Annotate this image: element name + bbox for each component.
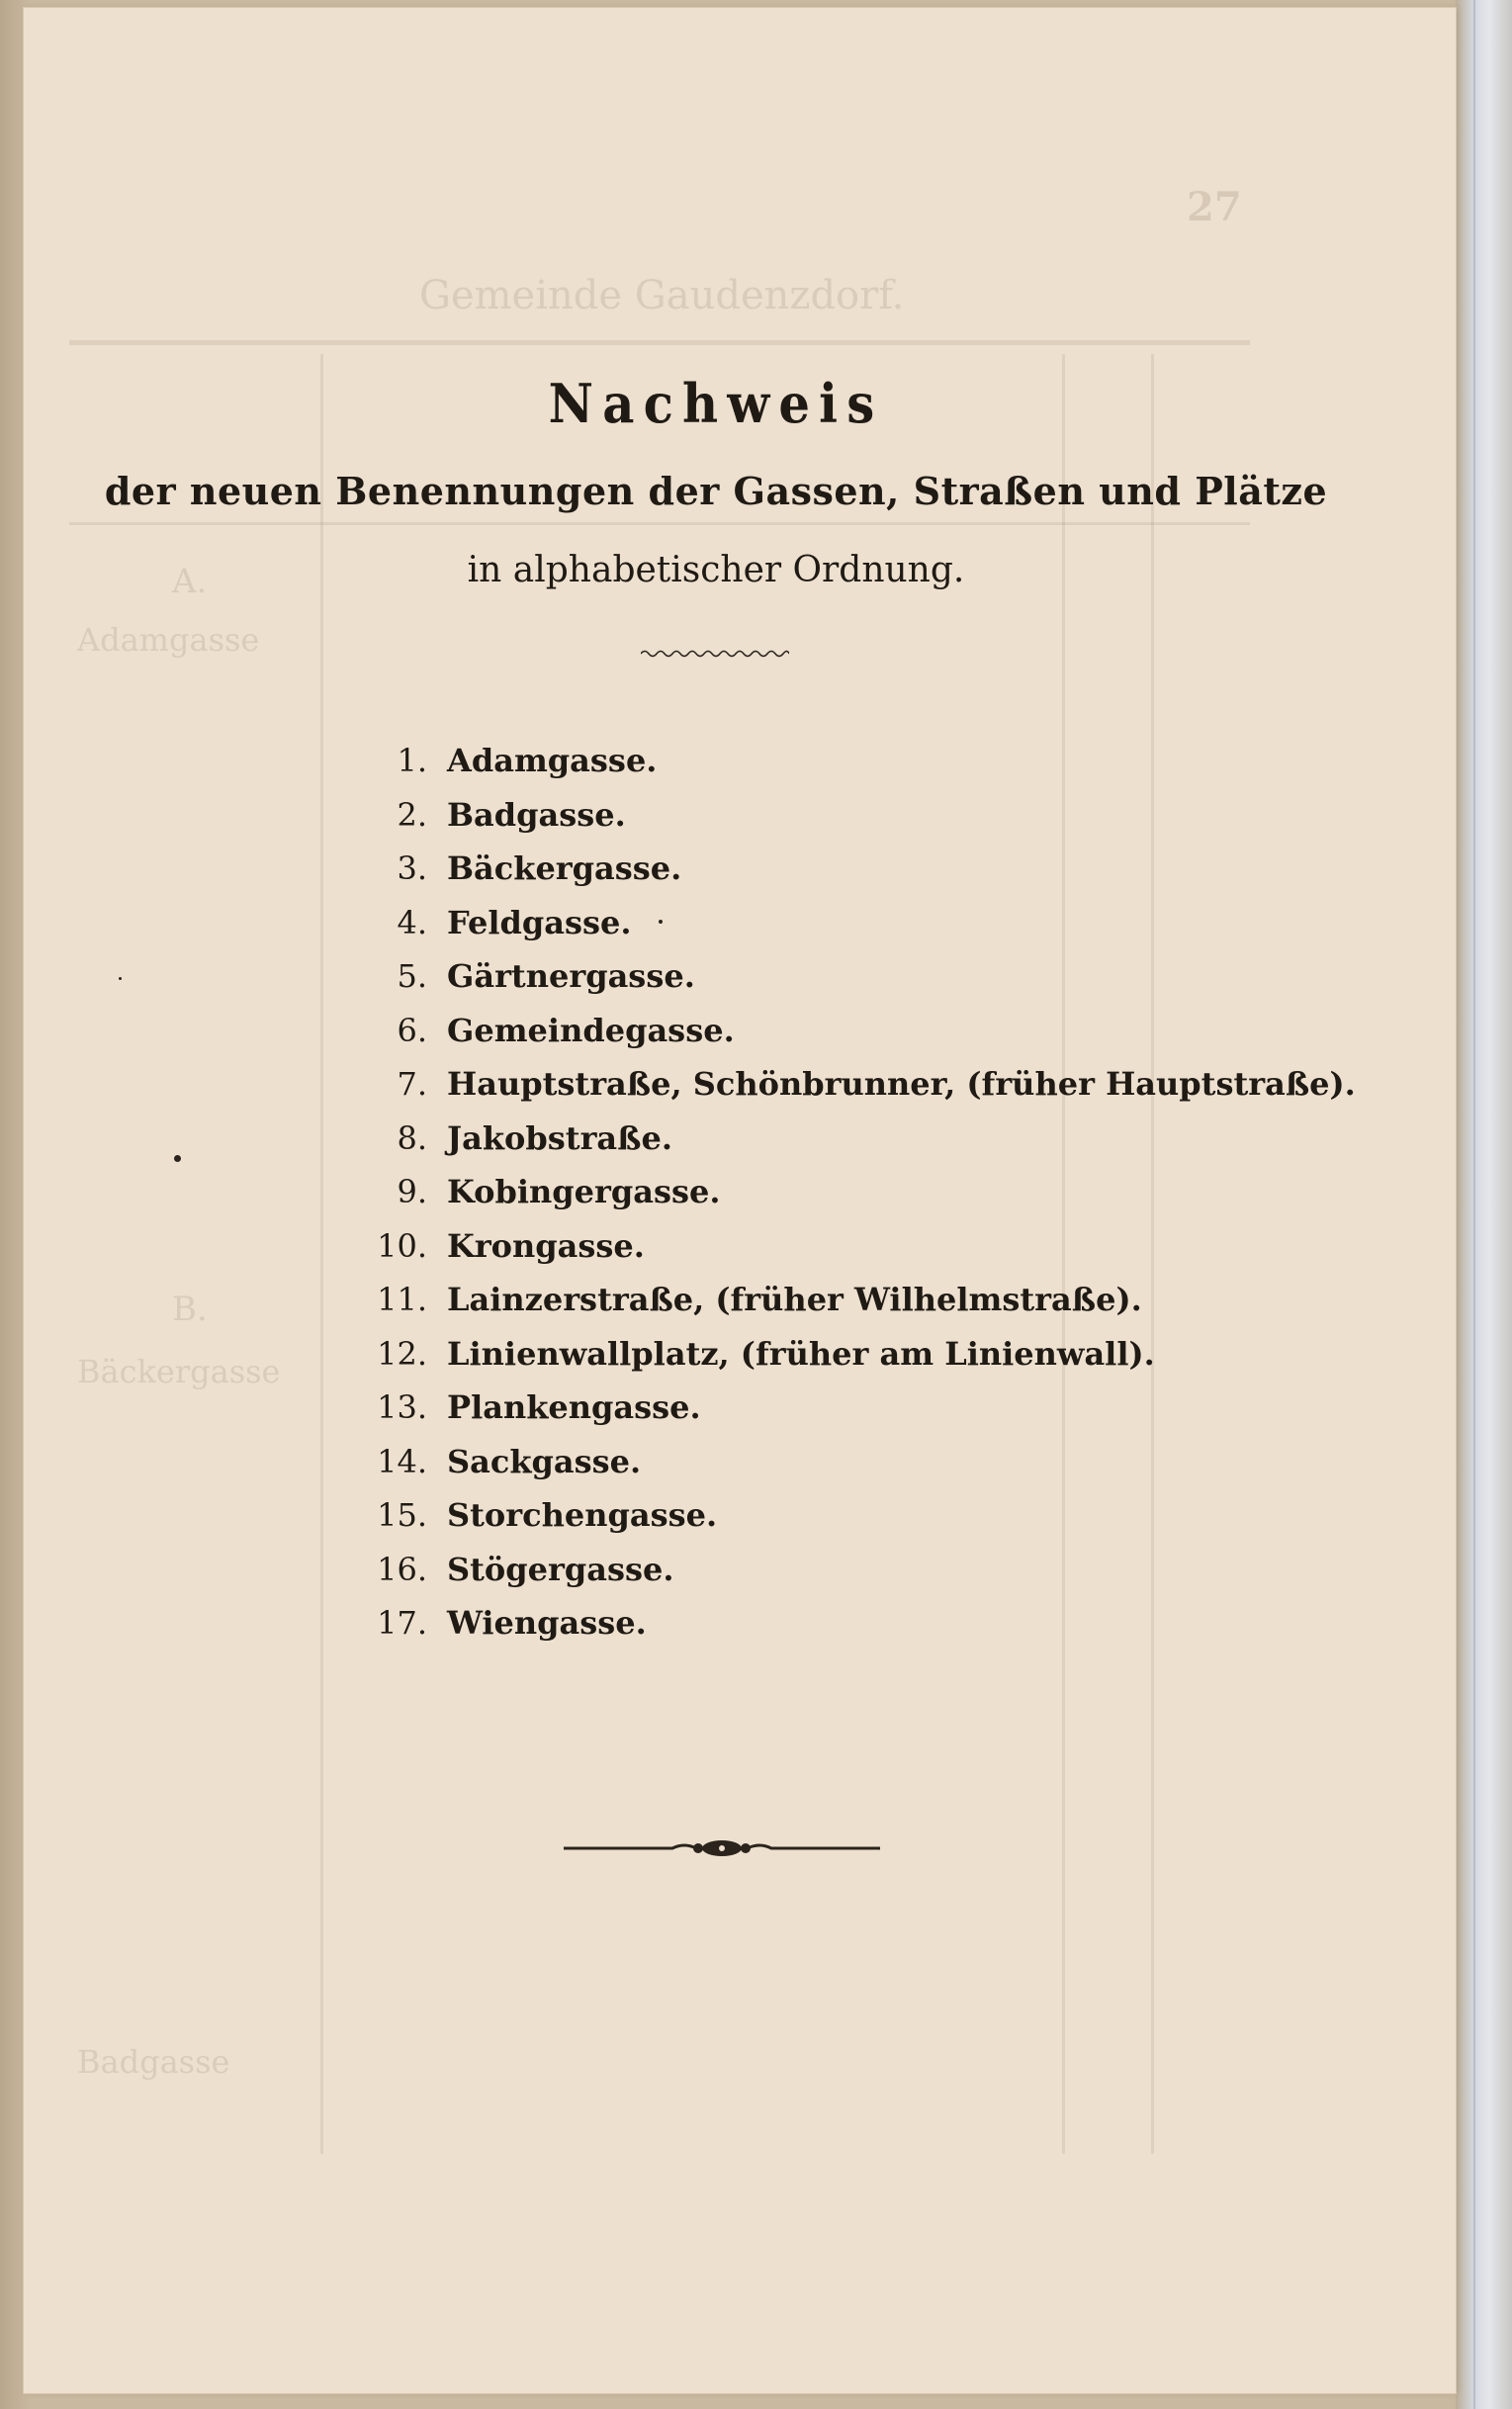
entry-number: 10. xyxy=(377,1226,427,1265)
ornament-divider-icon xyxy=(564,1835,880,1861)
entry-number: 13. xyxy=(377,1388,427,1426)
bleed-through-text: Badgasse xyxy=(77,2043,230,2081)
entry-name: Gemeindegasse. xyxy=(447,1011,735,1049)
page-title: Nachweis xyxy=(548,372,884,435)
entry-number: 2. xyxy=(397,795,427,834)
list-item xyxy=(330,1488,1356,1543)
list-item xyxy=(330,788,1356,843)
entry-name: Wiengasse. xyxy=(447,1604,647,1642)
page-subtitle: der neuen Benennungen der Gassen, Straßen und Plätze xyxy=(104,469,1328,513)
entry-name: Feldgasse. xyxy=(447,903,632,941)
entry-name: Adamgasse. xyxy=(447,742,658,779)
list-item xyxy=(330,1381,1356,1435)
entry-number: 3. xyxy=(397,849,427,887)
list-item xyxy=(330,1435,1356,1489)
entry-number: 9. xyxy=(397,1173,427,1210)
list-item xyxy=(330,1273,1356,1327)
entry-name: Storchengasse. xyxy=(447,1496,718,1534)
bleed-through-rule xyxy=(69,340,1250,345)
list-item xyxy=(330,1165,1356,1219)
entry-name: Badgasse. xyxy=(447,795,626,834)
entry-number: 12. xyxy=(377,1334,427,1373)
entry-name: Jakobstraße. xyxy=(447,1118,672,1157)
list-item xyxy=(330,1057,1356,1112)
list-item xyxy=(330,1219,1356,1274)
bleed-through-text: Adamgasse xyxy=(77,621,260,659)
list-item xyxy=(330,1327,1356,1382)
entry-name: Gärtnergasse. xyxy=(447,957,695,995)
entry-number: 15. xyxy=(377,1496,427,1534)
entry-number: 14. xyxy=(377,1442,427,1480)
page-subsubtitle: in alphabetischer Ordnung. xyxy=(467,550,965,590)
entry-number: 6. xyxy=(397,1011,427,1049)
list-item xyxy=(330,1596,1356,1651)
ink-speck xyxy=(659,920,663,924)
entry-name: Lainzerstraße, (früher Wilhelmstraße). xyxy=(447,1281,1142,1318)
page-edge-line xyxy=(1473,0,1475,2409)
list-item xyxy=(330,1543,1356,1597)
entry-number: 17. xyxy=(377,1604,427,1642)
entry-number: 4. xyxy=(397,903,427,941)
list-item xyxy=(330,734,1356,788)
ink-speck xyxy=(174,1155,181,1162)
list-item xyxy=(330,1004,1356,1058)
entry-name: Hauptstraße, Schönbrunner, (früher Hauptstraße). xyxy=(447,1065,1356,1103)
bleed-through-text: Bäckergasse xyxy=(77,1353,281,1390)
street-name-list xyxy=(330,734,1356,1651)
entry-number: 11. xyxy=(377,1281,427,1318)
entry-number: 1. xyxy=(397,742,427,779)
entry-number: 8. xyxy=(397,1118,427,1157)
bleed-through-column-line xyxy=(320,354,323,2154)
bleed-through-text: B. xyxy=(172,1290,208,1329)
ink-speck xyxy=(119,977,122,980)
document-page xyxy=(24,8,1456,2393)
wavy-divider-icon xyxy=(641,647,789,661)
bleed-through-rule xyxy=(69,522,1250,525)
list-item xyxy=(330,842,1356,896)
list-item xyxy=(330,896,1356,950)
bleed-through-page-number: 27 xyxy=(1187,184,1242,230)
list-item xyxy=(330,1112,1356,1166)
entry-number: 7. xyxy=(397,1065,427,1103)
entry-name: Sackgasse. xyxy=(447,1442,642,1480)
entry-name: Linienwallplatz, (früher am Linienwall). xyxy=(447,1334,1155,1373)
entry-name: Kobingergasse. xyxy=(447,1173,721,1210)
entry-number: 5. xyxy=(397,957,427,995)
bleed-through-text: A. xyxy=(172,562,208,601)
entry-name: Krongasse. xyxy=(447,1226,645,1265)
bleed-through-heading: Gemeinde Gaudenzdorf. xyxy=(419,273,905,318)
entry-name: Plankengasse. xyxy=(447,1388,701,1426)
list-item xyxy=(330,949,1356,1004)
page-edge xyxy=(1456,0,1512,2409)
entry-number: 16. xyxy=(377,1550,427,1588)
entry-name: Stögergasse. xyxy=(447,1550,674,1588)
entry-name: Bäckergasse. xyxy=(447,849,682,887)
